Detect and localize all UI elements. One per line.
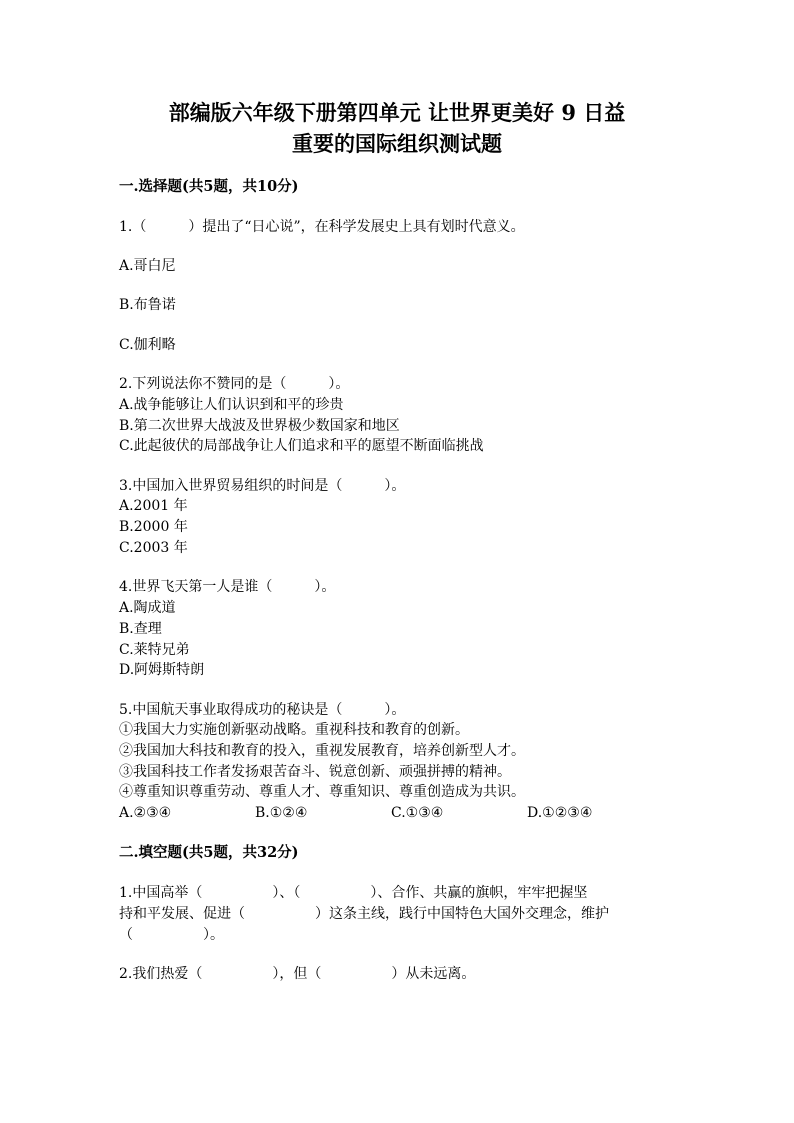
question-3-option-a: A.2001 年 (119, 498, 188, 514)
section-heading-fill-blank: 二.填空题(共5题，共32分) (119, 844, 299, 861)
question-4-option-c: C.莱特兄弟 (119, 642, 190, 658)
page-title-line-2: 重要的国际组织测试题 (292, 131, 502, 156)
fill-question-1-line-1: 1.中国高举（ ）、（ ）、合作、共赢的旗帜，牢牢把握坚 (119, 885, 588, 901)
question-4-option-a: A.陶成道 (119, 600, 176, 616)
question-5-statement-3: ③我国科技工作者发扬艰苦奋斗、锐意创新、顽强拼搏的精神。 (119, 764, 511, 780)
fill-question-1-line-3: （ ）。 (119, 927, 224, 943)
question-1-option-c: C.伽利略 (119, 337, 176, 353)
question-2-option-b: B.第二次世界大战波及世界极少数国家和地区 (119, 418, 400, 434)
question-1-stem: 1.（ ）提出了“日心说”，在科学发展史上具有划时代意义。 (119, 219, 525, 235)
question-2-option-c: C.此起彼伏的局部战争让人们追求和平的愿望不断面临挑战 (119, 438, 484, 454)
question-1-option-b: B.布鲁诺 (119, 297, 176, 313)
question-4-option-d: D.阿姆斯特朗 (119, 662, 205, 678)
question-2-option-a: A.战争能够让人们认识到和平的珍贵 (119, 397, 344, 413)
question-3-option-c: C.2003 年 (119, 540, 188, 556)
question-5-statement-4: ④尊重知识尊重劳动、尊重人才、尊重知识、尊重创造成为共识。 (119, 784, 525, 800)
page-title-line-1: 部编版六年级下册第四单元 让世界更美好 9 日益 (168, 100, 626, 125)
fill-question-2-line-1: 2.我们热爱（ ），但（ ）从未远离。 (119, 966, 476, 982)
question-4-option-b: B.查理 (119, 621, 162, 637)
question-3-stem: 3.中国加入世界贸易组织的时间是（ ）。 (119, 478, 406, 494)
section-heading-choice: 一.选择题(共5题，共10分) (119, 178, 299, 195)
question-2-stem: 2.下列说法你不赞同的是（ ）。 (119, 376, 350, 392)
question-5-statement-1: ①我国大力实施创新驱动战略。重视科技和教育的创新。 (119, 722, 469, 738)
fill-question-1-line-2: 持和平发展、促进（ ）这条主线，践行中国特色大国外交理念，维护 (119, 906, 609, 922)
question-1-option-a: A.哥白尼 (119, 258, 176, 274)
question-5-stem: 5.中国航天事业取得成功的秘诀是（ ）。 (119, 702, 406, 718)
question-5-option-c: C.①③④ (391, 805, 444, 821)
question-5-option-a: A.②③④ (119, 805, 172, 821)
question-5-option-b: B.①②④ (255, 805, 308, 821)
question-4-stem: 4.世界飞天第一人是谁（ ）。 (119, 579, 336, 595)
question-5-option-d: D.①②③④ (527, 805, 593, 821)
question-5-statement-2: ②我国加大科技和教育的投入，重视发展教育，培养创新型人才。 (119, 743, 525, 759)
question-3-option-b: B.2000 年 (119, 519, 188, 535)
